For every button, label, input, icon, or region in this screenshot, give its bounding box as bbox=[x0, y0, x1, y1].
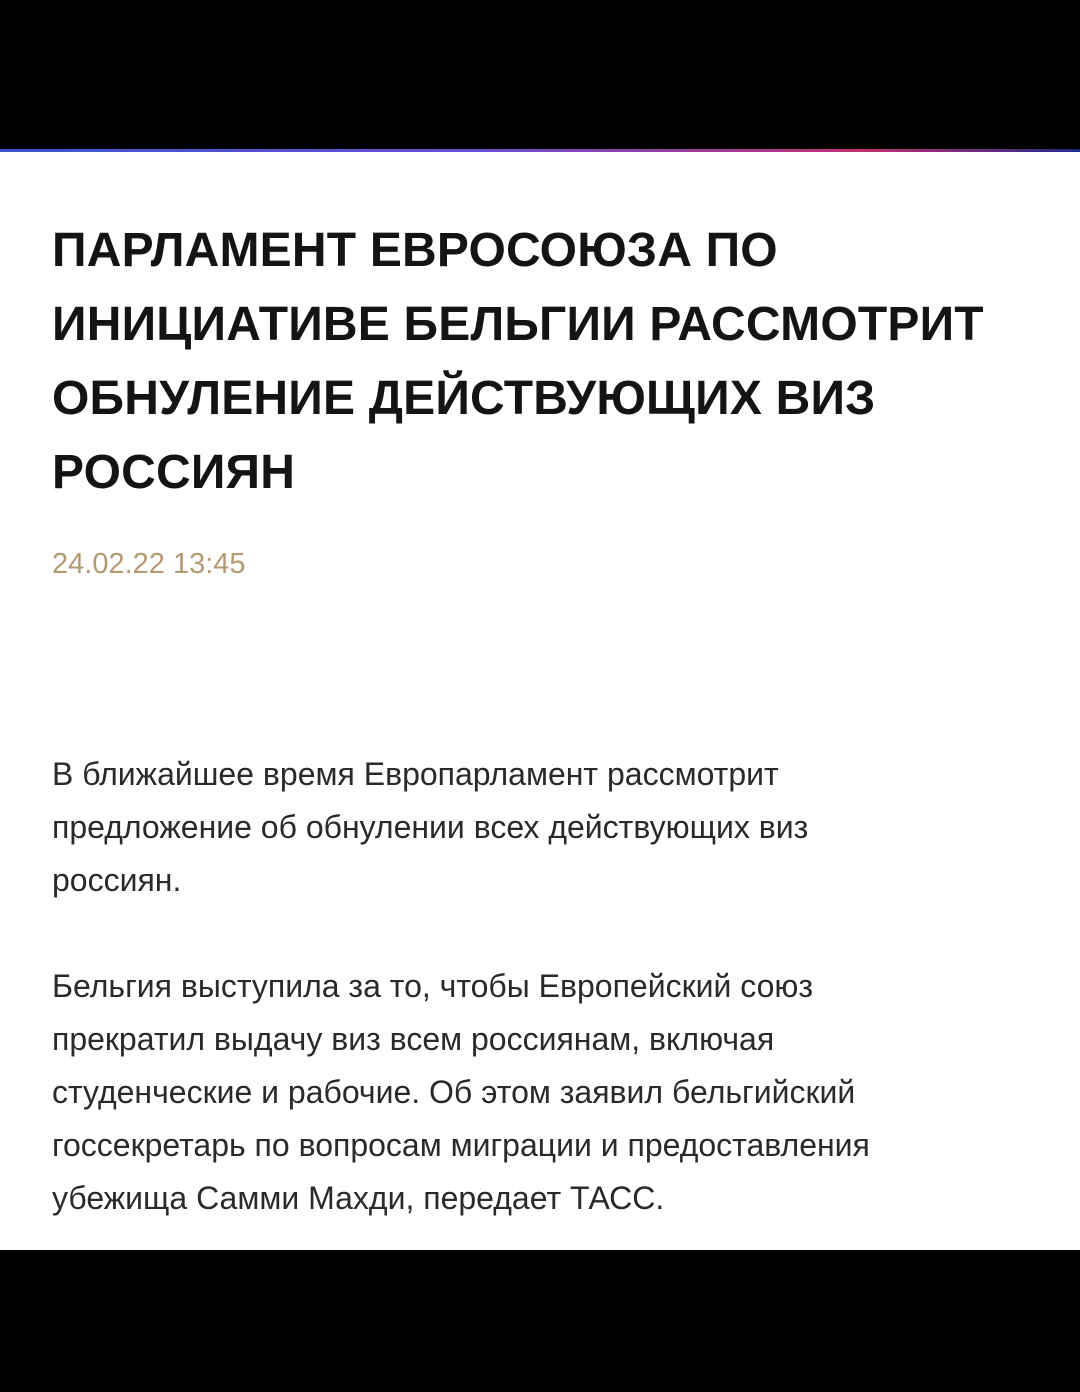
article-paragraph-1 bbox=[52, 748, 1012, 907]
paragraph-line: убежища Самми Махди, передает ТАСС. bbox=[52, 1180, 665, 1216]
paragraph-line: Бельгия выступила за то, чтобы Европейский союз bbox=[52, 968, 814, 1004]
headline-line: ОБНУЛЕНИЕ ДЕЙСТВУЮЩИХ ВИЗ bbox=[52, 372, 876, 425]
paragraph-line: госсекретарь по вопросам миграции и предоставления bbox=[52, 1127, 870, 1163]
paragraph-line: россиян. bbox=[52, 862, 182, 898]
headline-line: ИНИЦИАТИВЕ БЕЛЬГИИ РАССМОТРИТ bbox=[52, 298, 984, 351]
paragraph-line: В ближайшее время Европарламент рассмотрит bbox=[52, 756, 779, 792]
bottom-black-bar bbox=[0, 1250, 1080, 1392]
article-container bbox=[0, 152, 1080, 1250]
article-paragraph-2 bbox=[52, 960, 1012, 1225]
publish-date: 24.02.22 13:45 bbox=[52, 548, 246, 580]
article-headline bbox=[52, 214, 1042, 510]
paragraph-line: прекратил выдачу виз всем россиянам, включая bbox=[52, 1021, 775, 1057]
headline-line: РОССИЯН bbox=[52, 446, 296, 499]
paragraph-line: студенческие и рабочие. Об этом заявил бельгийский bbox=[52, 1074, 856, 1110]
paragraph-line: предложение об обнулении всех действующих виз bbox=[52, 809, 809, 845]
headline-line: ПАРЛАМЕНТ ЕВРОСОЮЗА ПО bbox=[52, 224, 778, 277]
top-black-bar bbox=[0, 0, 1080, 150]
